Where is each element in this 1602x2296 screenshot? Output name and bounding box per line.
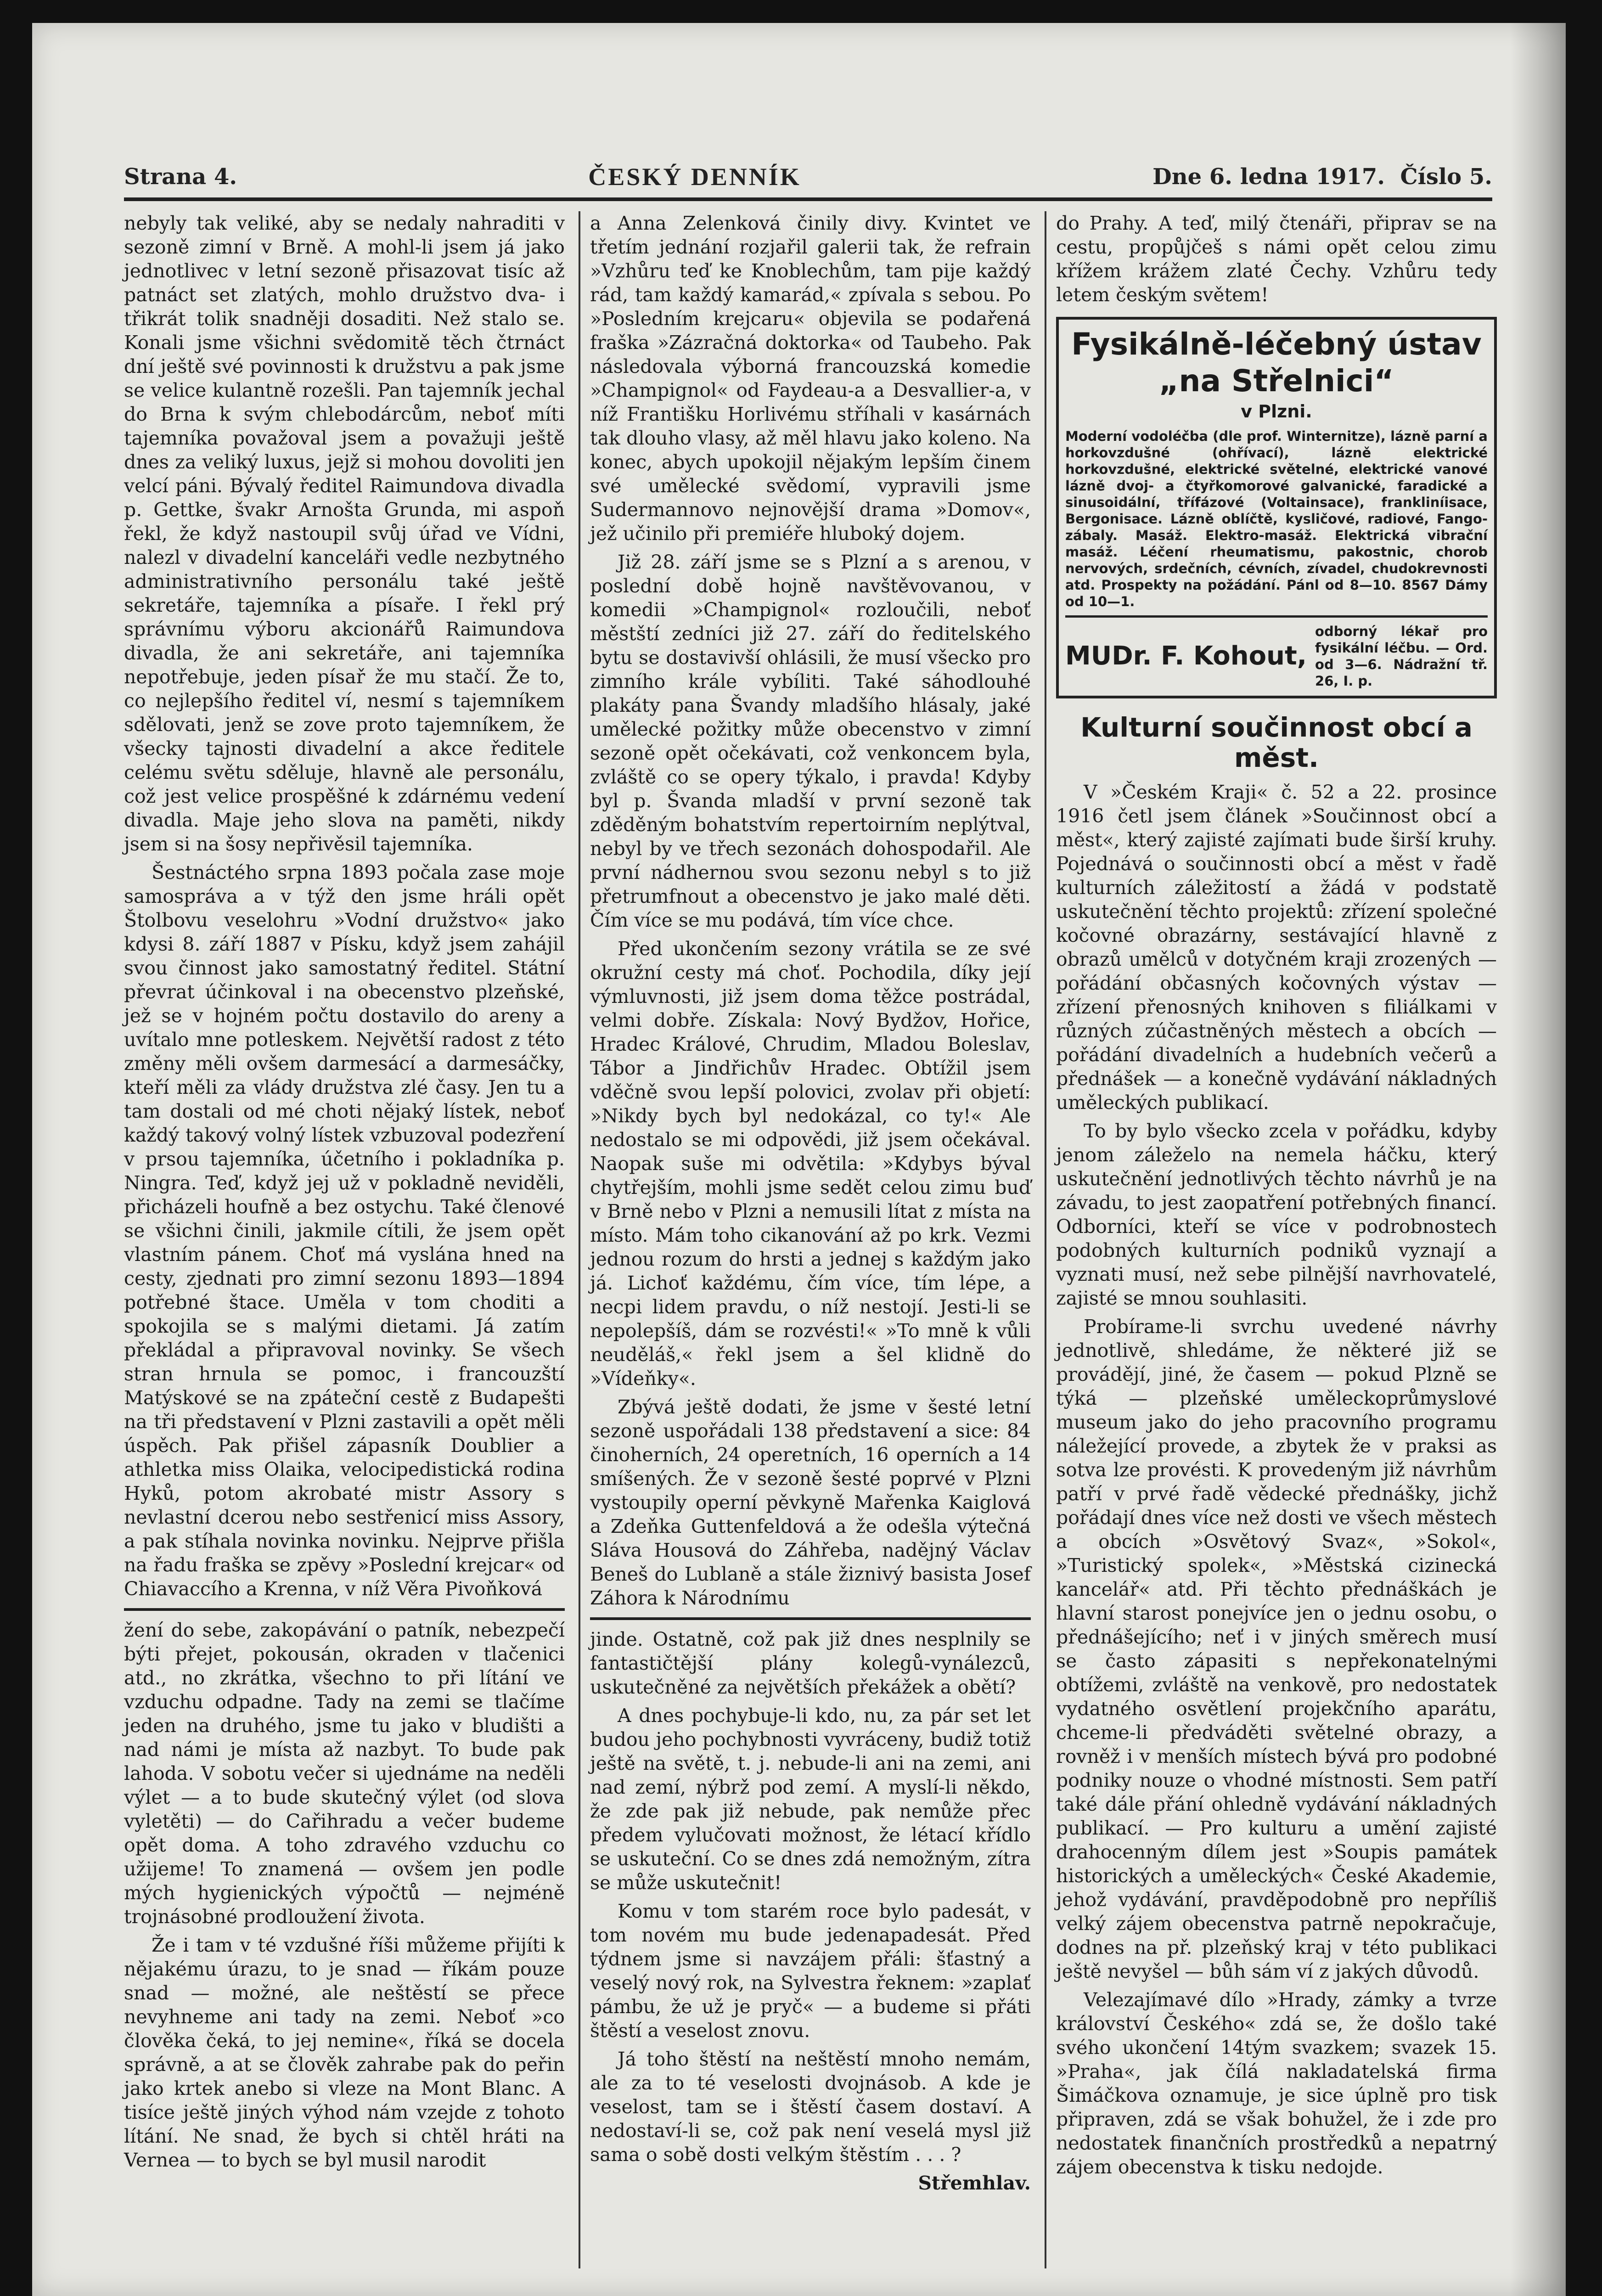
paragraph: Zbývá ještě dodati, že jsme v šesté letní sezoně uspořádali 138 představení a sice: 84 činoherních, 24 operetních, 16 operních a 14 smíšených. Že v sezoně šesté poprvé v Plzni vystoupily operní pěvkyně Mařenka Kaiglová a Zdeňka Guttenfeldová a že odešla výtečná Sláva Housová do Záhřeba, nadějný Václav Beneš do Lublaně a stále žiznivý basista Josef Záhora k Národnímu <box>590 1396 1031 1609</box>
ad-details: Moderní vodoléčba (dle prof. Winternitze), lázně parní a horkovzdušné (ohřívací), lázně elektrické horkovzdušné, elektrické světelné, elektrické vanové lázně dvoj- a čtyřkomorové galvanické, faradické a sinusoidální, třífázové (Voltainsace), frankliníisace, Bergonisace. Lázně oblíčtě, kysličové, radiové, Fango-zábaly. Masáž. Elektro-masáž. Elektrická vibrační masáž. Léčení rheumatismu, pakostnic, chorob nervových, srdečních, cévních, zívadel, chudokrevnosti atd. Prospekty na požádání. Pánl od 8—10. 8567 Dámy od 10—1. <box>1065 428 1488 609</box>
paragraph: Komu v tom starém roce bylo padesát, v tom novém mu bude jedenapadesát. Před týdnem jsme si navzájem přáli: šťastný a veselý nový rok, na Sylvestra řeknem: »zaplať pámbu, že už je pryč« — a budeme si přáti štěstí a veselost znovu. <box>590 1900 1031 2042</box>
column-2 <box>590 211 1031 2268</box>
page-spine-shadow <box>1511 23 1566 2296</box>
paragraph: jinde. Ostatně, což pak již dnes nesplnily se fantastičtější plány kolegů-vynálezců, uskutečněné za největších překážek a obětí? <box>590 1628 1031 1698</box>
paragraph: Šestnáctého srpna 1893 počala zase moje samospráva a v týž den jsme hráli opět Štolbovu veselohru »Vodní družstvo« jako kdysi 8. září 1887 v Písku, když jsem zahájil svou činnost jako samostatný ředitel. Státní převrat účinkoval i na obecenstvo plzeňské, jež se v hojném počtu dostavilo do areny a uvítalo mne potleskem. Největší radost z této změny měli ovšem darmesácí a darmesáčky, kteří měli za vlády družstva zlé časy. Jen tu a tam dostali od mé choti nějaký lístek, neboť každý takový volný lístek vzbuzoval podezření v prsou tajemníka, účetního i pokladníka p. Ningra. Teď, když jej už v pokladně neviděli, přicházeli houfně a bez ostychu. Také členové se všichni činili, jakmile cítili, že jsem opět vlastním pánem. Choť má vyslána hned na cesty, zjednati pro zimní sezonu 1893—1894 potřebné štace. Uměla v tom choditi a spokojila se s malými dietami. Já zatím překládal a připravoval novinky. Se všech stran hrnula se pomoc, i francouzští Matýskové se na zpáteční cestě z Budapešti na tři představení v Plzni zastavili a opět měli úspěch. Pak přišel zápasník Doublier a athletka miss Olaika, velocipedistická rodina Hyků, potom akrobaté mistr Assory s nevlastní dcerou nebo sestřenicí miss Assory, a pak stíhala novinka novinku. Nejprve přišla na řadu fraška se zpěvy »Poslední krejcar« od Chiavaccího a Krenna, v níž Věra Pivoňková <box>124 861 565 1600</box>
column-divider <box>579 211 580 2268</box>
author-signature: Střemhlav. <box>918 2172 1031 2194</box>
paragraph: a Anna Zelenková činily divy. Kvintet ve třetím jednání rozjařil galerii tak, že refrain »Vzhůru teď ke Knoblechům, tam pije každý rád, tam každý kamarád,« zpívala s sebou. Po »Posledním krejcaru« objevila se podařená fraška »Zázračná doktorka« od Taubeho. Pak následovala výborná francouzská komedie »Champignol« od Faydeau-a a Desvallier-a, v níž Františku Horlivému stříhali v kasárnách tak dlouho vlasy, až měl hlavu jako koleno. Na konec, abych upokojil nějakým lepším činem své umělecké svědomí, vypravili jsme Sudermannovo nejnovější drama »Domov«, jež učinilo při premiéře hluboký dojem. <box>590 212 1031 545</box>
paragraph: Již 28. září jsme se s Plzní a s arenou, v poslední době hojně navštěvovanou, v komedii »Champignol« rozloučili, neboť městští zedníci již 27. září do ředitelského bytu se dostavivší ohlásili, že musí všecko pro zimního krále vybíliti. Také sáhodlouhé plakáty pana Švandy mladšího hlásaly, jaké umělecké požitky může obecenstvo v zimní sezoně opět očekávati, což venkoncem byla, zvláště co se opery týkalo, i pravda! Kdyby byl p. Švanda mladší v první sezoně tak zděděným bohatstvím repertoirním neplýtval, nebyl by ve třech sezonách dohospodařil. Ale první nádhernou svou sezonu nebyl s to již přetrumfnout a obecenstvo je jako malé děti. Čím více se mu podává, tím více chce. <box>590 551 1031 931</box>
issue-info <box>1152 164 1492 190</box>
paragraph: Že i tam v té vzdušné říši můžeme přijíti k nějakému úrazu, to je snad — říkám pouze snad — možné, ale neštěstí se přece nevyhneme ani tady na zemi. Neboť »co člověka čeká, to jej nemine«, říká se docela správně, a at se člověk zahrabe pak do peřin jako krtek anebo si vleze na Mont Blanc. A tisíce ještě jiných výhod nám vzejde z tohoto lítání. Ne snad, že bych si chtěl hráti na Vernea — to bych se byl musil narodit <box>124 1934 565 2171</box>
paragraph: nebyly tak veliké, aby se nedaly nahraditi v sezoně zimní v Brně. A mohl-li jsem já jako jednotlivec v letní sezoně přisazovat tisíc až patnáct set zlatých, mohlo družstvo dva- i třikrát tolik snadněji dosaditi. Než stalo se. Konali jsme všichni svědomitě těch čtrnáct dní ještě své povinnosti k družstvu a pak jsme se velice kulantně rozešli. Pan tajemník jechal do Brna k svým chlebodárcům, neboť míti tajemníka považoval jsem a považuji ještě dnes za veliký luxus, jejž si mohou dovoliti jen velcí páni. Bývalý ředitel Raimundova divadla p. Gettke, švakr Arnošta Grunda, mi aspoň řekl, že když nastoupil svůj úřad ve Vídni, nalezl v divadelní kanceláři vedle nezbytného administrativního personálu také ještě sekretáře, tajemníka a písaře. I řekl prý správnímu výboru akcionářů Raimundova divadla, že ani sekretáře, ani tajemníka nepotřebuje, jeden písař že mu stačí. Že to, co nejlepšího ředitel ví, nesmí s tajemníkem sdělovati, jenž se zove proto tajemníkem, že všecky tajnosti divadelní a akce ředitele celému světu sděluje, hlavně ale personálu, což jest velice prospěšné k zdárnému vedení divadla. Maje jeho slova na paměti, nikdy jsem si na šosy nepřivěsil tajemníka. <box>124 212 565 855</box>
section-rule <box>590 1617 1031 1620</box>
ad-doctor-name: MUDr. F. Kohout, <box>1065 641 1307 671</box>
article-title: Kulturní součinnost obcí a měst. <box>1080 712 1473 773</box>
issue-date: Dne 6. ledna 1917. <box>1152 164 1385 190</box>
ad-city: v Plzni. <box>1241 401 1312 422</box>
paragraph: Já toho štěstí na neštěstí mnoho nemám, ale za to té veselosti dvojnásob. A kde je veselost, tam se i štěstí časem dostaví. A nedostaví-li se, což pak není veselá mysl již sama o sobě dosti velkým štěstím . . . ? <box>590 2048 1031 2166</box>
ad-title: Fysikálně-léčebný ústav „na Střelnici“ <box>1071 326 1482 399</box>
column-divider <box>1045 211 1046 2268</box>
paragraph: žení do sebe, zakopávání o patník, nebezpečí býti přejet, pokousán, okraden v tlačenici atd., no zkrátka, všechno to při lítání ve vzduchu odpadne. Tady na zemi se tlačíme jeden na druhého, jsme tu jako v bludišti a nad námi je místa až nazbyt. To bude pak lahoda. V sobotu večer si ujednáme na neděli výlet — a to bude skutečný výlet (od slova vyletěti) — do Cařihradu a večer budeme opět doma. A toho zdravého vzduchu co užijeme! To znamená — ovšem jen podle mých hygienických výpočtů — nejméně trojnásobné prodloužení života. <box>124 1619 565 1928</box>
spa-advertisement <box>1056 317 1497 698</box>
paragraph: A dnes pochybuje-li kdo, nu, za pár set let budou jeho pochybnosti vyvráceny, budiž totiž ještě na světě, t. j. nebude-li ani na zemi, ani nad zemí, nýbrž pod zemí. A myslí-li někdo, že zde pak již nebude, pak nemůže přec předem vylučovati možnost, že létací křídlo se uskuteční. Co se dnes zdá nemožným, zítra se může uskutečnit! <box>590 1705 1031 1894</box>
section-rule <box>124 1608 565 1611</box>
newspaper-page <box>32 23 1566 2296</box>
column-1 <box>124 211 565 2268</box>
ad-doctor-info: odborný lékař pro fysikální léčbu. — Ord. od 3—6. Nádražní tř. 26, I. p. <box>1315 624 1488 689</box>
paragraph: do Prahy. A teď, milý čtenáři, připrav se na cestu, propůjčeš s námi opět celou zimu křížem krážem zlaté Čechy. Vzhůru tedy letem českým světem! <box>1056 212 1497 306</box>
issue-number: Číslo 5. <box>1400 164 1492 190</box>
column-3 <box>1056 211 1497 2268</box>
page-header <box>124 156 1492 201</box>
ad-doctor-row <box>1065 615 1488 689</box>
newspaper-title: ČESKÝ DENNÍK <box>588 163 801 191</box>
paragraph: V »Českém Kraji« č. 52 a 22. prosince 1916 četl jsem článek »Součinnost obcí a měst«, který zajisté zajímati bude širší kruhy. Pojednává o součinnosti obcí a měst v řadě kulturních záležitostí a žádá v podstatě uskutečnění těchto projektů: zřízení společné kočovné obrazárny, sestávající hlavně z obrazů umělců v dotyčném kraji zrozených — pořádání občasných kočovných výstav — zřízení přenosných knihoven s filiálkami v různých zúčastněných městech a obcích — pořádání divadelních a hudebních večerů a přednášek — a konečně vydávání nákladných uměleckých publikací. <box>1056 781 1497 1114</box>
paragraph: To by bylo všecko zcela v pořádku, kdyby jenom záleželo na nemela háčku, který uskutečnění jednotlivých těchto návrhů je na závadu, to jest zaopatření potřebných financí. Odborníci, kteří se více v podrobnostech podobných kulturních podniků vyznají a vyznati musí, než sebe pilnější navrhovatelé, zajisté se mnou souhlasiti. <box>1056 1120 1497 1309</box>
paragraph: Velezajímavé dílo »Hrady, zámky a tvrze království Českého« zdá se, že došlo také svého ukončení 14tým svazkem; svazek 15. »Praha«, jak čílá nakladatelská firma Šimáčkova oznamuje, je sice úplně pro tisk připraven, zdá se však bohužel, že i zde pro nedostatek finančních prostředků a nepatrný zájem obecenstva k tisku nedojde. <box>1056 1989 1497 2178</box>
paragraph: Před ukončením sezony vrátila se ze své okružní cesty má choť. Pochodila, díky její výmluvnosti, již jsem doma těžce postrádal, velmi dobře. Získala: Nový Bydžov, Hořice, Hradec Králové, Chrudim, Mladou Boleslav, Tábor a Jindřichův Hradec. Obtížil jsem vděčně svou lepší polovici, zvolav při objetí: »Nikdy bych byl nedokázal, co ty!« Ale nedostalo se mi odpovědi, již jsem očekával. Naopak suše mi odvětila: »Kdybys býval chytřejším, mohli jsme sedět celou zimu buď v Brně nebo v Plzni a nemusili lítat z místa na místo. Mám toho cikanování až po krk. Vezmi jednou rozum do hrsti a jednej s každým jako já. Lichoť každému, čím více, tím lépe, a necpi lidem pravdu, o níž nestojí. Jesti-li se nepolepšíš, dám se rozvésti!« »To mně k vůli neuděláš,« řekl jsem a šel klidně do »Vídeňky«. <box>590 938 1031 1390</box>
paragraph: Probírame-li svrchu uvedené návrhy jednotlivě, shledáme, že některé již se provádějí, jiné, že časem — pokud Plzně se týká — plzeňské uměleckoprůmyslové museum jako do jeho pracovního programu náležející provede, a zbytek že v praksi as sotva lze provésti. K provedeným již návrhům patří v prvé řadě vědecké přednášky, jichž pořádají dnes více než dosti ve všech městech a obcích »Osvětový Svaz«, »Sokol«, »Turistický spolek«, »Městská cizinecká kancelář« atd. Při těchto přednáškách je hlavní starost ponejvíce jen o jednu osobu, o přednášejícího; neť i v jiných směrech musí se často zápasiti s nepřekonatelnými obtížemi, zvláště na venkově, pro nedostatek vydatného osvětlení projekčního aparátu, chceme-li předváděti světelné obrazy, a rovněž i v menších místech bývá pro podobné podniky nouze o vhodné místnosti. Sem patří také dále přání ohledně vydávání nákladných publikací. — Pro kulturu a umění zajisté drahocenným dílem jest »Soupis památek historických a uměleckých« České Akademie, jehož vydávání, pravděpodobně pro nepříliš velký zájem obecenstva patrně nepokračuje, dodnes na př. plzeňský kraj v této publikaci ještě nevyšel — bůh sám ví z jakých důvodů. <box>1056 1316 1497 1982</box>
page-number: Strana 4. <box>124 164 237 190</box>
